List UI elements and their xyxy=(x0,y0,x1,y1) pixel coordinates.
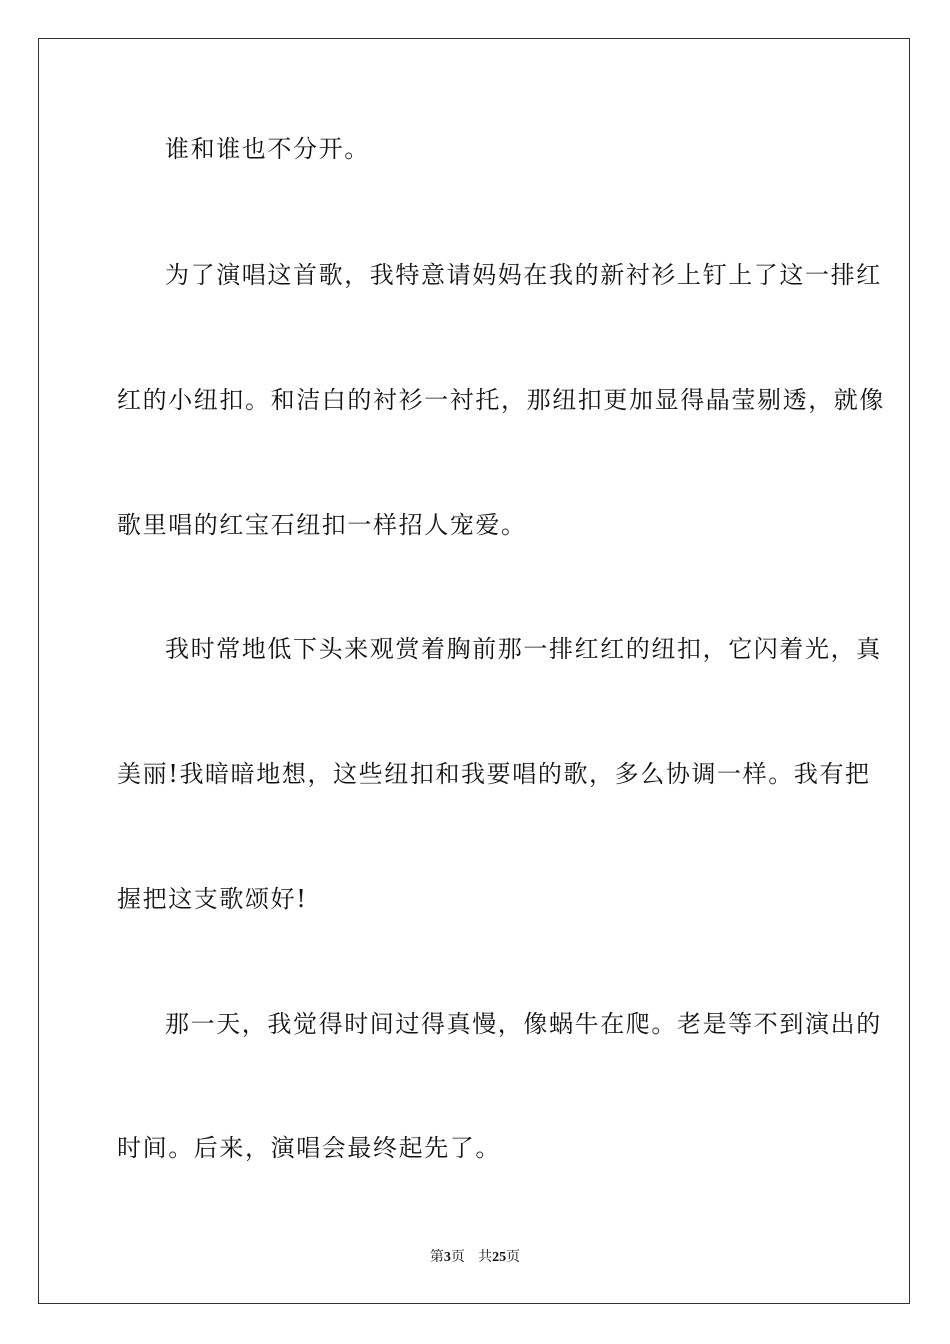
page-prefix: 第 xyxy=(429,1249,444,1265)
paragraph-4-line-2: 时间。后来，演唱会最终起先了。 xyxy=(117,1134,501,1162)
paragraph-4-line-1: 那一天，我觉得时间过得真慢，像蜗牛在爬。老是等不到演出的 xyxy=(165,1010,882,1038)
paragraph-2-line-2: 红的小纽扣。和洁白的衬衫一衬托，那纽扣更加显得晶莹剔透，就像 xyxy=(117,386,885,414)
page-footer xyxy=(0,1248,950,1267)
page-frame xyxy=(38,38,910,1304)
total-suffix: 页 xyxy=(506,1249,521,1265)
paragraph-2-line-1: 为了演唱这首歌，我特意请妈妈在我的新衬衫上钉上了这一排红 xyxy=(165,261,882,289)
page-number: 3 xyxy=(443,1250,451,1265)
page-suffix: 页 xyxy=(450,1249,465,1265)
paragraph-3-line-2: 美丽!我暗暗地想，这些纽扣和我要唱的歌，多么协调一样。我有把 xyxy=(117,760,871,788)
paragraph-3-line-3: 握把这支歌颂好! xyxy=(117,885,308,913)
paragraph-3-line-1: 我时常地低下头来观赏着胸前那一排红红的纽扣，它闪着光，真 xyxy=(165,635,882,663)
paragraph-2-line-3: 歌里唱的红宝石纽扣一样招人宠爱。 xyxy=(117,511,527,539)
total-prefix: 共 xyxy=(478,1249,493,1265)
total-pages: 25 xyxy=(492,1250,507,1265)
paragraph-1-line-1: 谁和谁也不分开。 xyxy=(165,135,370,163)
